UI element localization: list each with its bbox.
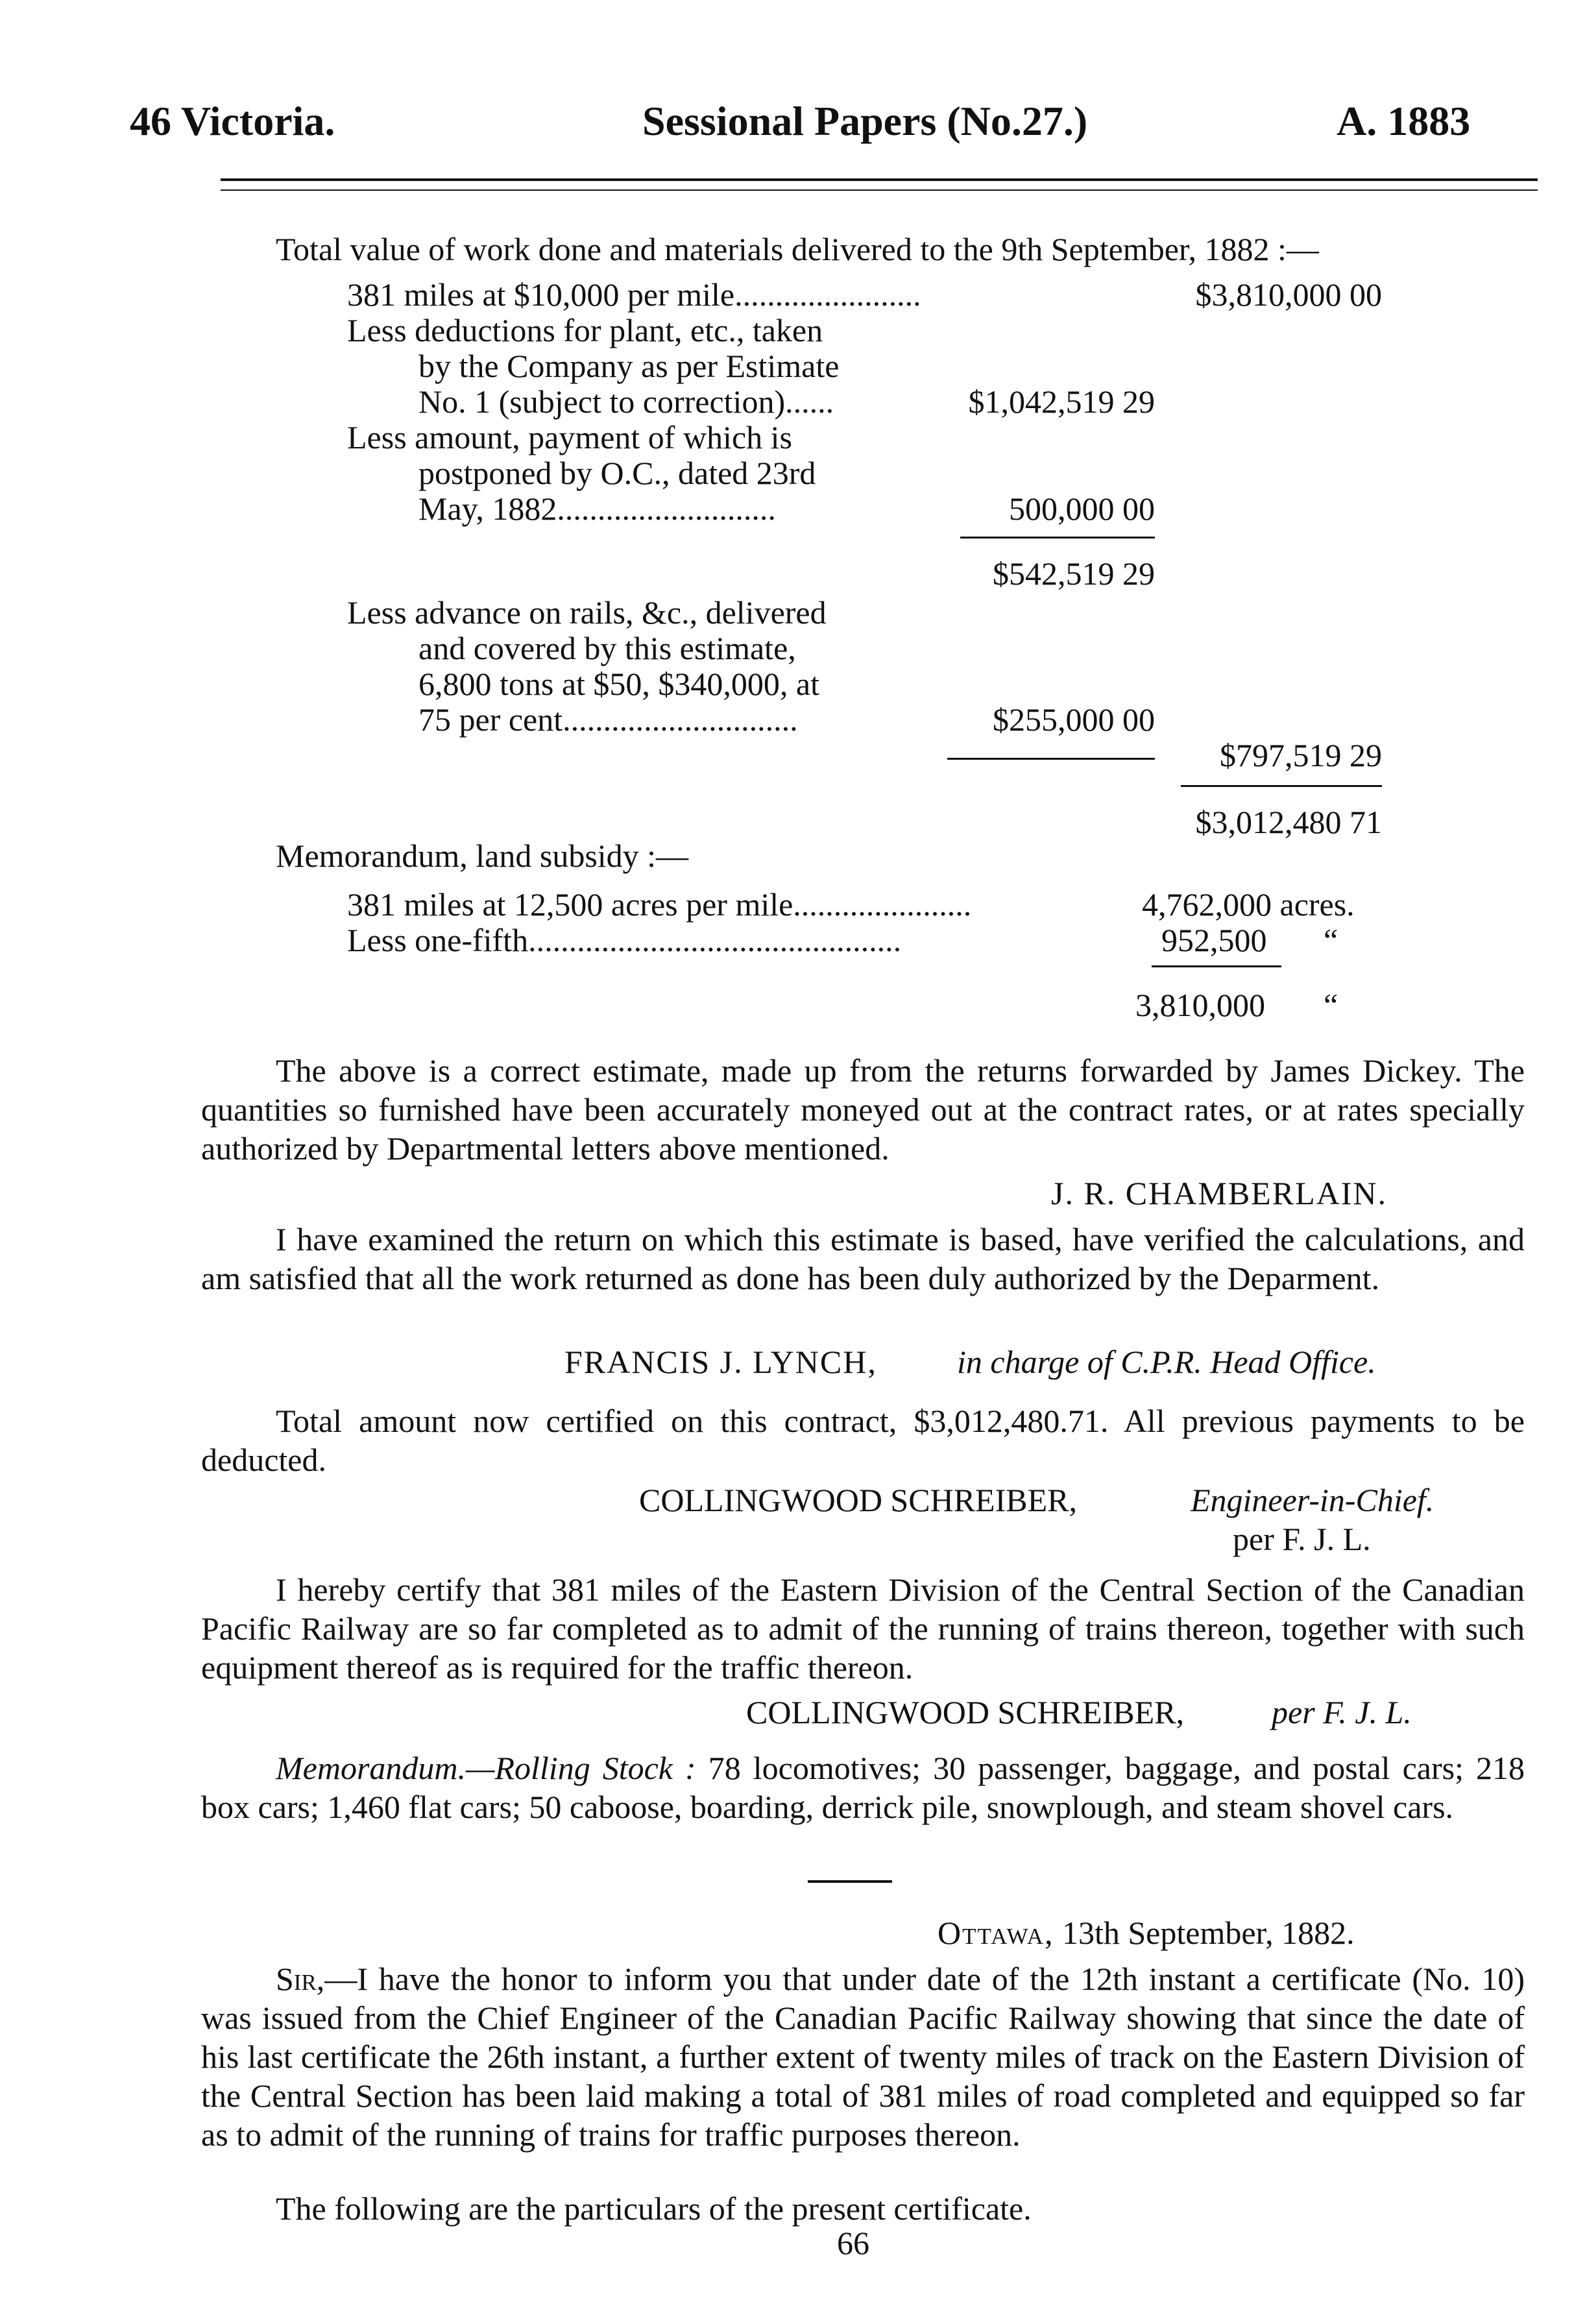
land-total-value: 3,810,000 xyxy=(1135,987,1265,1023)
letter-closing: The following are the particulars of the present certificate. xyxy=(276,2190,1032,2227)
deductions-total: $797,519 29 xyxy=(1220,737,1382,773)
header-title: Sessional Papers (No.27.) xyxy=(642,98,1088,144)
rolling-stock-memo xyxy=(201,1749,1525,1826)
signature-schreiber2-per: per F. J. L. xyxy=(1272,1694,1412,1730)
rolling-stock-text: 78 locomotives; 30 passenger, baggage, and postal cars; 218 box cars; 1,460 flat cars; 50 caboose, boarding, derrick pile, snowplough, and steam shovel cars. xyxy=(201,1750,1525,1825)
net-total: $3,012,480 71 xyxy=(1195,804,1382,840)
deduction1-amount: $1,042,519 29 xyxy=(968,383,1155,420)
deduction2-line1: Less amount, payment of which is xyxy=(347,419,792,455)
certification-paragraph-3: Total amount now certified on this contract, $3,012,480.71. All previous payments to be deducted. xyxy=(201,1403,1525,1478)
signature-schreiber-name: COLLINGWOOD SCHREIBER, xyxy=(639,1482,1077,1518)
signature-schreiber-per: per F. J. L. xyxy=(1233,1521,1371,1557)
certification-paragraph-2: I have examined the return on which this estimate is based, have verified the calculations, and am satisfied that all the work returned as done has been duly authorized by the Deparment. xyxy=(201,1221,1525,1296)
letter-place: Ottawa, xyxy=(938,1915,1054,1951)
subtotal-rule xyxy=(960,537,1155,539)
header-rule-bottom xyxy=(221,189,1538,191)
land-row1-label: 381 miles at 12,500 acres per mile...................... xyxy=(347,886,972,923)
advance-amount: $255,000 00 xyxy=(993,701,1155,738)
deduction1-line2: by the Company as per Estimate xyxy=(418,348,840,384)
subtotal-amount: $542,519 29 xyxy=(993,555,1155,592)
land-total-ditto: “ xyxy=(1324,987,1338,1023)
land-row2-label: Less one-fifth.............................................. xyxy=(347,922,902,958)
letter-date: 13th September, 1882. xyxy=(1061,1915,1355,1951)
deduction2-amount: 500,000 00 xyxy=(1009,490,1155,527)
rolling-stock-label: Memorandum.—Rolling Stock : xyxy=(276,1750,696,1786)
land-memo-heading: Memorandum, land subsidy :— xyxy=(276,838,689,874)
estimate-line1-amount: $3,810,000 00 xyxy=(1195,276,1382,313)
total-rule xyxy=(1181,785,1382,787)
header-rule-top xyxy=(221,178,1538,181)
letter-body-text: —I have the honor to inform you that under date of the 12th instant a certificate (No. 10) was issued from the Chief Engineer of the Canadian Pacific Railway showing that since the date of his last certificate the 26th instant, a further extent of twenty miles of track on the Eastern Division of the Central Section has been laid making a total of 381 miles of road completed and equipped so far as to admit of the running of trains for traffic purposes thereon. xyxy=(201,1961,1525,2153)
signature-lynch-title: in charge of C.P.R. Head Office. xyxy=(957,1344,1376,1380)
signature-schreiber2-name: COLLINGWOOD SCHREIBER, xyxy=(746,1694,1184,1730)
deduction2-line2: postponed by O.C., dated 23rd xyxy=(418,455,816,491)
deduction1-line1: Less deductions for plant, etc., taken xyxy=(347,312,823,348)
letter-salutation: Sir, xyxy=(276,1961,325,1997)
header-session: 46 Victoria. xyxy=(130,98,335,144)
deduction1-line3: No. 1 (subject to correction)...... xyxy=(418,383,834,420)
estimate-line1-label: 381 miles at $10,000 per mile....................... xyxy=(347,276,921,313)
certification-paragraph-1: The above is a correct estimate, made up from the returns forwarded by James Dickey. The quantities so furnished have been accurately moneyed out at the contract rates, or at rates specially authorized by Departmental letters above mentioned. xyxy=(201,1052,1525,1167)
signature-lynch-name: FRANCIS J. LYNCH, xyxy=(564,1344,877,1380)
deduction2-line3: May, 1882........................... xyxy=(418,490,776,527)
advance-line3: 6,800 tons at $50, $340,000, at xyxy=(418,666,820,702)
land-rule xyxy=(1152,965,1281,967)
land-row1-value: 4,762,000 acres. xyxy=(1142,886,1355,923)
certification-paragraph-4: I hereby certify that 381 miles of the Eastern Division of the Central Section of the Canadian Pacific Railway are so far completed as to admit of the running of trains thereon, together with such equipment thereof as is required for the traffic thereon. xyxy=(201,1571,1525,1686)
signature-chamberlain: J. R. CHAMBERLAIN. xyxy=(1051,1175,1387,1211)
land-row2-ditto: “ xyxy=(1324,922,1338,958)
signature-schreiber-title: Engineer-in-Chief. xyxy=(1191,1482,1435,1518)
estimate-intro: Total value of work done and materials delivered to the 9th September, 1882 :— xyxy=(276,231,1319,267)
header-year: A. 1883 xyxy=(1337,98,1471,144)
advance-rule xyxy=(947,758,1155,760)
section-divider xyxy=(808,1880,892,1883)
page-number: 66 xyxy=(837,2225,869,2261)
advance-line1: Less advance on rails, &c., delivered xyxy=(347,594,827,631)
advance-line4: 75 per cent............................. xyxy=(418,701,798,738)
letter-dateline xyxy=(938,1914,1355,1952)
advance-line2: and covered by this estimate, xyxy=(418,630,796,666)
letter-body xyxy=(201,1959,1525,2154)
land-row2-value: 952,500 xyxy=(1161,922,1267,958)
